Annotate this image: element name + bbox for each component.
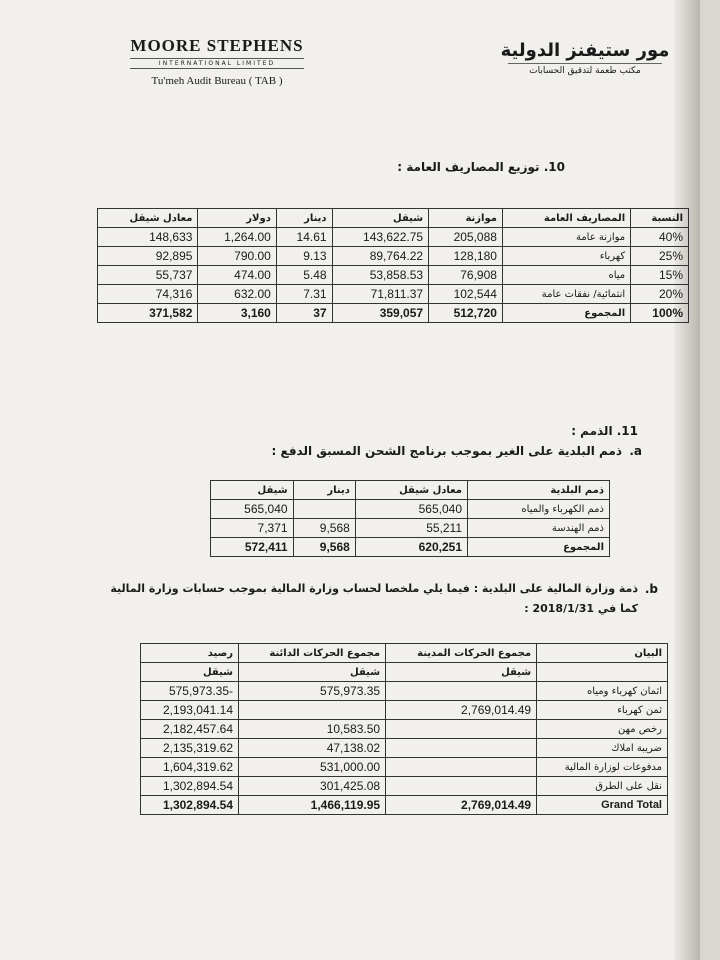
cell: 128,180	[429, 247, 503, 266]
cell: 100%	[631, 304, 689, 323]
cell: انتمائية/ نفقات عامة	[502, 285, 630, 304]
col-header: مجموع الحركات المدينة	[386, 644, 537, 663]
cell: 53,858.53	[332, 266, 429, 285]
cell: 2,769,014.49	[386, 796, 537, 815]
cell: 359,057	[332, 304, 429, 323]
col-header: النسبة	[631, 209, 689, 228]
cell: 5.48	[276, 266, 332, 285]
col-header: المصاريف العامة	[502, 209, 630, 228]
table-row	[141, 739, 668, 758]
cell: 2,769,014.49	[386, 701, 537, 720]
cell: 47,138.02	[239, 739, 386, 758]
cell: 512,720	[429, 304, 503, 323]
cell	[386, 758, 537, 777]
table-total-row	[211, 538, 610, 557]
col-header: دولار	[198, 209, 276, 228]
cell: 1,466,119.95	[239, 796, 386, 815]
cell: 2,135,319.62	[141, 739, 239, 758]
cell: 71,811.37	[332, 285, 429, 304]
cell: ثمن كهرباء	[537, 701, 668, 720]
cell: مياه	[502, 266, 630, 285]
table-header-row	[211, 481, 610, 500]
section-11b-title-line1: ذمة وزارة المالية على البلدية : فيما يلي ملخصا لحساب وزارة المالية بموجب حسابات وزارة المالية	[110, 582, 638, 595]
section-11b-title-line2: كما في 2018/1/31 :	[524, 602, 638, 615]
cell: 790.00	[198, 247, 276, 266]
cell: 1,264.00	[198, 228, 276, 247]
table-row	[141, 720, 668, 739]
cell: 15%	[631, 266, 689, 285]
brand-name-en: MOORE STEPHENS	[130, 36, 304, 55]
col-header: دينار	[276, 209, 332, 228]
cell: المجموع	[468, 538, 610, 557]
cell	[293, 500, 355, 519]
cell: 74,316	[98, 285, 198, 304]
cell: 9,568	[293, 519, 355, 538]
cell: 1,302,894.54	[141, 796, 239, 815]
col-header: رصيد	[141, 644, 239, 663]
cell: اثمان كهرباء ومياه	[537, 682, 668, 701]
cell: ذمم الكهرباء والمياه	[468, 500, 610, 519]
table-total-row	[98, 304, 689, 323]
table-row	[98, 247, 689, 266]
cell: 9,568	[293, 538, 355, 557]
cell	[141, 682, 239, 701]
cell: 102,544	[429, 285, 503, 304]
cell: 474.00	[198, 266, 276, 285]
cell: 9.13	[276, 247, 332, 266]
cell: 301,425.08	[239, 777, 386, 796]
cell: 620,251	[355, 538, 467, 557]
cell: 1,302,894.54	[141, 777, 239, 796]
cell	[386, 777, 537, 796]
col-header: موازنة	[429, 209, 503, 228]
col-header: شيقل	[332, 209, 429, 228]
cell: 531,000.00	[239, 758, 386, 777]
cell: شيقل	[239, 663, 386, 682]
cell: 143,622.75	[332, 228, 429, 247]
cell: Grand Total	[537, 796, 668, 815]
table-row	[141, 682, 668, 701]
cell: 7.31	[276, 285, 332, 304]
cell: 40%	[631, 228, 689, 247]
table-header-row	[141, 644, 668, 663]
logo-divider	[508, 63, 662, 64]
col-header: دينار	[293, 481, 355, 500]
logo-english	[112, 36, 322, 87]
cell: 575,973.35	[239, 682, 386, 701]
section-11b-label: b.	[644, 582, 658, 596]
cell	[386, 739, 537, 758]
col-header: معادل شيقل	[355, 481, 467, 500]
cell: 20%	[631, 285, 689, 304]
table-row	[141, 701, 668, 720]
cell: 1,604,319.62	[141, 758, 239, 777]
cell: 55,737	[98, 266, 198, 285]
cell	[386, 682, 537, 701]
brand-name-ar: مور ستيفنز الدولية	[500, 40, 670, 61]
section-11a-title: ذمم البلدية على الغير بموجب برنامج الشحن المسبق الدفع :	[271, 444, 622, 458]
col-header: ذمم البلدية	[468, 481, 610, 500]
cell	[537, 663, 668, 682]
cell: 14.61	[276, 228, 332, 247]
cell: 572,411	[211, 538, 294, 557]
cell: 3,160	[198, 304, 276, 323]
cell	[239, 701, 386, 720]
cell: 55,211	[355, 519, 467, 538]
cell: المجموع	[502, 304, 630, 323]
logo-arabic	[500, 40, 670, 76]
cell: 25%	[631, 247, 689, 266]
section-11-title: 11. الذمم :	[571, 424, 638, 438]
cell: 565,040	[211, 500, 294, 519]
cell: 76,908	[429, 266, 503, 285]
table-row	[211, 519, 610, 538]
col-header: البيان	[537, 644, 668, 663]
table-row	[98, 266, 689, 285]
bureau-name-en: Tu'meh Audit Bureau ( TAB )	[151, 75, 283, 87]
cell: شيقل	[386, 663, 537, 682]
cell: 92,895	[98, 247, 198, 266]
cell: 148,633	[98, 228, 198, 247]
cell: موازنة عامة	[502, 228, 630, 247]
table-row	[98, 285, 689, 304]
col-header: مجموع الحركات الدائنة	[239, 644, 386, 663]
cell: ضريبة املاك	[537, 739, 668, 758]
cell-value: 575,973.35	[168, 684, 230, 698]
page-edge-shadow	[674, 0, 700, 960]
section-10-title: 10. توزيع المصاريف العامة :	[397, 160, 565, 174]
table-header-row	[98, 209, 689, 228]
cell	[386, 720, 537, 739]
brand-subtitle-en: INTERNATIONAL LIMITED	[130, 58, 304, 69]
cell: 2,182,457.64	[141, 720, 239, 739]
expense-distribution-table	[97, 208, 689, 323]
cell: 371,582	[98, 304, 198, 323]
section-11a-label: a.	[629, 444, 642, 458]
table-row	[141, 758, 668, 777]
table-total-row	[141, 796, 668, 815]
cell: 7,371	[211, 519, 294, 538]
table-row	[141, 777, 668, 796]
col-header: شيقل	[211, 481, 294, 500]
table-row	[211, 500, 610, 519]
cell: 205,088	[429, 228, 503, 247]
cell: 632.00	[198, 285, 276, 304]
cell: ذمم الهندسة	[468, 519, 610, 538]
cell: 10,583.50	[239, 720, 386, 739]
ministry-account-table	[140, 643, 668, 815]
cell: رخص مهن	[537, 720, 668, 739]
dash-marker: -	[229, 684, 234, 698]
col-header: معادل شيقل	[98, 209, 198, 228]
cell: مدفوعات لوزارة المالية	[537, 758, 668, 777]
cell: 89,764.22	[332, 247, 429, 266]
cell: نقل على الطرق	[537, 777, 668, 796]
table-units-row	[141, 663, 668, 682]
table-row	[98, 228, 689, 247]
receivables-table	[210, 480, 610, 557]
cell: 37	[276, 304, 332, 323]
bureau-name-ar: مكتب طعمة لتدقيق الحسابات	[529, 66, 641, 76]
cell: 2,193,041.14	[141, 701, 239, 720]
cell: 565,040	[355, 500, 467, 519]
cell: كهرباء	[502, 247, 630, 266]
cell: شيقل	[141, 663, 239, 682]
